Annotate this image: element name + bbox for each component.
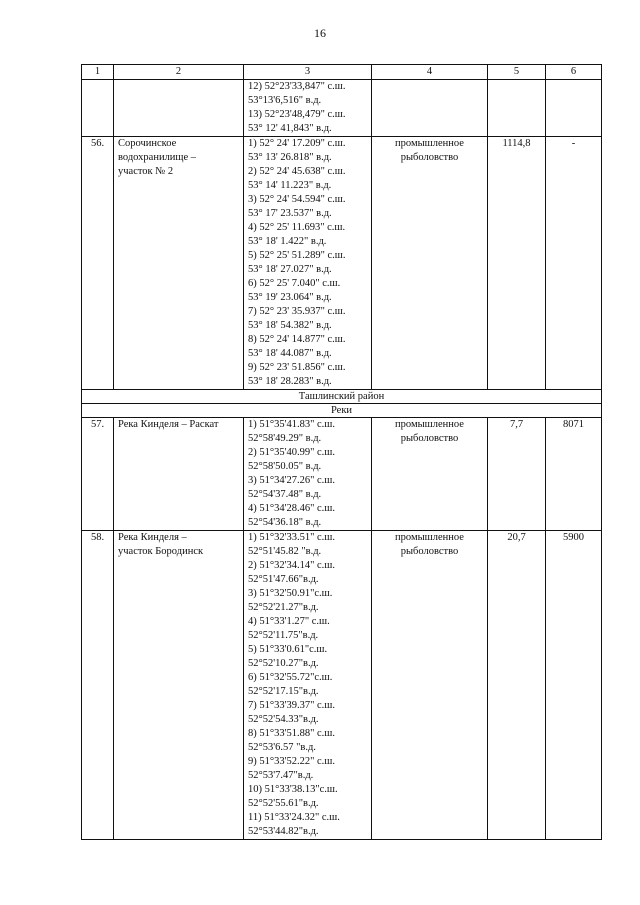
cell-line: 2) 51°35'40.99" с.ш.	[248, 447, 335, 458]
cell-line: 52°53'7.47"в.д.	[248, 770, 314, 781]
section-row	[82, 390, 602, 404]
cell-line: 52°58'49.29" в.д.	[248, 433, 322, 444]
page-number: 16	[314, 26, 326, 40]
cell-line: 9) 52° 23' 51.856" с.ш.	[248, 362, 346, 373]
cell-line: промышленное	[395, 419, 464, 430]
header-cell: 2	[114, 65, 244, 80]
coordinates-list	[244, 418, 372, 531]
usage-type	[372, 80, 488, 137]
cell-line: 52°53'44.82"в.д.	[248, 826, 319, 837]
cell-line: 13) 52°23'48,479" с.ш.	[248, 109, 346, 120]
cell-line: 11) 51°33'24.32" с.ш.	[248, 812, 340, 823]
table-row	[82, 418, 602, 531]
section-row	[82, 404, 602, 418]
header-cell: 3	[244, 65, 372, 80]
cell-line: 52°52'55.61"в.д.	[248, 798, 319, 809]
cell-line: 4) 51°33'1.27" с.ш.	[248, 616, 330, 627]
cell-line: 2) 51°32'34.14" с.ш.	[248, 560, 335, 571]
extra-value: -	[546, 137, 602, 390]
extra-value: 5900	[546, 531, 602, 840]
table-row	[82, 531, 602, 840]
water-body-name	[114, 80, 244, 137]
row-number: 56.	[82, 137, 114, 390]
header-cell: 6	[546, 65, 602, 80]
cell-line: 52°51'45.82 "в.д.	[248, 546, 322, 557]
cell-line: 52°58'50.05" в.д.	[248, 461, 322, 472]
usage-type	[372, 137, 488, 390]
cell-line: Сорочинское	[118, 138, 177, 149]
rivers-heading: Реки	[82, 404, 602, 418]
area-value	[488, 80, 546, 137]
row-number: 58.	[82, 531, 114, 840]
water-body-name	[114, 418, 244, 531]
cell-line: 8) 51°33'51.88" с.ш.	[248, 728, 335, 739]
cell-line: Река Киндeля – Раскат	[118, 419, 219, 430]
cell-line: 9) 51°33'52.22" с.ш.	[248, 756, 335, 767]
cell-line: 2) 52° 24' 45.638" с.ш.	[248, 166, 346, 177]
cell-line: водохранилище –	[118, 152, 197, 163]
cell-line: 52°52'21.27"в.д.	[248, 602, 319, 613]
header-cell: 1	[82, 65, 114, 80]
cell-line: 1) 52° 24' 17.209" с.ш.	[248, 138, 346, 149]
cell-line: 53° 18' 44.087" в.д.	[248, 348, 332, 359]
cell-line: промышленное	[395, 138, 464, 149]
district-heading: Ташлинский район	[82, 390, 602, 404]
cell-line: 7) 51°33'39.37" с.ш.	[248, 700, 335, 711]
cell-line: рыболовство	[400, 546, 459, 557]
cell-line: 52°54'36.18" в.д.	[248, 517, 322, 528]
table-header-row	[82, 65, 602, 80]
cell-line: 4) 52° 25' 11.693" с.ш.	[248, 222, 346, 233]
area-value: 20,7	[488, 531, 546, 840]
cell-line: Река Киндeля –	[118, 532, 187, 543]
cell-line: 52°52'54.33"в.д.	[248, 714, 319, 725]
cell-line: 3) 52° 24' 54.594" с.ш.	[248, 194, 346, 205]
water-body-name	[114, 531, 244, 840]
cell-line: 52°52'10.27"в.д.	[248, 658, 319, 669]
cell-line: 52°52'17.15"в.д.	[248, 686, 319, 697]
cell-line: 5) 51°33'0.61"с.ш.	[248, 644, 328, 655]
coordinates-list	[244, 80, 372, 137]
area-value: 1114,8	[488, 137, 546, 390]
header-cell: 4	[372, 65, 488, 80]
water-body-name	[114, 137, 244, 390]
cell-line: 6) 52° 25' 7.040" с.ш.	[248, 278, 341, 289]
cell-line: 53° 19' 23.064" в.д.	[248, 292, 332, 303]
cell-line: участок Бородинск	[118, 546, 204, 557]
cell-line: 53° 18' 54.382" в.д.	[248, 320, 332, 331]
cell-line: 52°52'11.75"в.д.	[248, 630, 319, 641]
table-row	[82, 80, 602, 137]
cell-line: 5) 52° 25' 51.289" с.ш.	[248, 250, 346, 261]
cell-line: 3) 51°34'27.26" с.ш.	[248, 475, 335, 486]
header-cell: 5	[488, 65, 546, 80]
cell-line: 53° 18' 1.422" в.д.	[248, 236, 327, 247]
cell-line: 53° 18' 28.283" в.д.	[248, 376, 332, 387]
cell-line: 12) 52°23'33,847" с.ш.	[248, 81, 346, 92]
cell-line: 1) 51°35'41.83" с.ш.	[248, 419, 335, 430]
cell-line: 6) 51°32'55.72"с.ш.	[248, 672, 333, 683]
cell-line: 53° 12' 41,843" в.д.	[248, 123, 332, 134]
usage-type	[372, 531, 488, 840]
cell-line: 52°51'47.66"в.д.	[248, 574, 319, 585]
cell-line: 4) 51°34'28.46" с.ш.	[248, 503, 335, 514]
extra-value	[546, 80, 602, 137]
cell-line: участок № 2	[118, 166, 174, 177]
usage-type	[372, 418, 488, 531]
coordinates-list	[244, 531, 372, 840]
cell-line: 53° 18' 27.027" в.д.	[248, 264, 332, 275]
cell-line: 53° 17' 23.537" в.д.	[248, 208, 332, 219]
cell-line: 8) 52° 24' 14.877" с.ш.	[248, 334, 346, 345]
cell-line: 53° 13' 26.818" в.д.	[248, 152, 332, 163]
row-number	[82, 80, 114, 137]
extra-value: 8071	[546, 418, 602, 531]
cell-line: 1) 51°32'33.51" с.ш.	[248, 532, 335, 543]
cell-line: 7) 52° 23' 35.937" с.ш.	[248, 306, 346, 317]
area-value: 7,7	[488, 418, 546, 531]
cell-line: рыболовство	[400, 152, 459, 163]
cell-line: рыболовство	[400, 433, 459, 444]
cell-line: промышленное	[395, 532, 464, 543]
cell-line: 52°54'37.48" в.д.	[248, 489, 322, 500]
cell-line: 53°13'6,516" в.д.	[248, 95, 322, 106]
cell-line: 10) 51°33'38.13"с.ш.	[248, 784, 338, 795]
cell-line: 52°53'6.57 "в.д.	[248, 742, 316, 753]
fishing-areas-table	[81, 64, 602, 840]
coordinates-list	[244, 137, 372, 390]
table-row	[82, 137, 602, 390]
cell-line: 53° 14' 11.223" в.д.	[248, 180, 332, 191]
cell-line: 3) 51°32'50.91"с.ш.	[248, 588, 333, 599]
row-number: 57.	[82, 418, 114, 531]
